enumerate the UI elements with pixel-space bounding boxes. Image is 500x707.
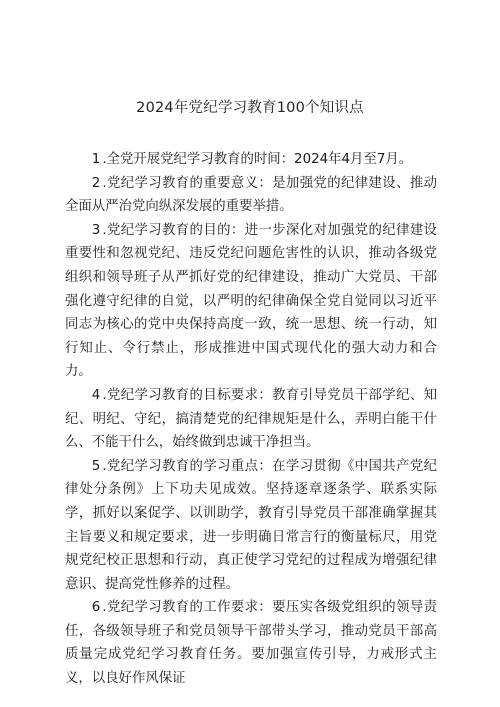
- point-number: 1: [91, 152, 101, 167]
- point-number: 3: [91, 222, 101, 238]
- knowledge-point-3: [65, 219, 437, 384]
- point-text: .全党开展党纪学习教育的时间：2024年4月至7月。: [102, 152, 413, 167]
- point-text: .党纪学习教育的学习重点：在学习贯彻《中国共产党纪律处分条例》上下功夫见成效。坚持逐章逐条学、联系实际学，抓好以案促学、以训助学，教育引导党员干部准确掌握其主旨要义和规定要求，进一步明确日常言行的衡量标尺，用党规党纪校正思想和行动，真正使学习党纪的过程成为增强纪律意识、提高党性修养的过程。: [65, 458, 437, 592]
- knowledge-point-1: [65, 148, 437, 172]
- point-text: .党纪学习教育的目标要求：教育引导党员干部学纪、知纪、明纪、守纪，搞清楚党的纪律规矩是什么，弄明白能干什么、不能干什么，始终做到忠诚干净担当。: [65, 387, 437, 451]
- point-text: .党纪学习教育的工作要求：要压实各级党组织的领导责任，各级领导班子和党员领导干部带头学习，推动党员干部高质量完成党纪学习教育任务。要加强宣传引导，力戒形式主义，以良好作风保证: [65, 600, 437, 687]
- knowledge-point-6: [65, 596, 437, 690]
- knowledge-point-5: [65, 455, 437, 597]
- point-number: 2: [91, 175, 101, 191]
- document-title: 2024年党纪学习教育100个知识点: [136, 100, 364, 116]
- point-number: 4: [91, 387, 101, 403]
- knowledge-point-2: [65, 172, 437, 219]
- document-body: [65, 148, 437, 691]
- point-text: .党纪学习教育的目的：进一步深化对加强党的纪律建设重要性和忽视党纪、违反党纪问题危害性的认识，推动各级党组织和领导班子从严抓好党的纪律建设，推动广大党员、干部强化遵守纪律的自觉，以严明的纪律确保全党自觉同以习近平同志为核心的党中央保持高度一致，统一思想、统一行动，知行知止、令行禁止，形成推进中国式现代化的强大动力和合力。: [65, 222, 437, 380]
- point-number: 5: [91, 458, 101, 474]
- knowledge-point-4: [65, 384, 437, 455]
- point-number: 6: [91, 600, 101, 616]
- point-text: .党纪学习教育的重要意义：是加强党的纪律建设、推动全面从严治党向纵深发展的重要举措。: [65, 175, 437, 215]
